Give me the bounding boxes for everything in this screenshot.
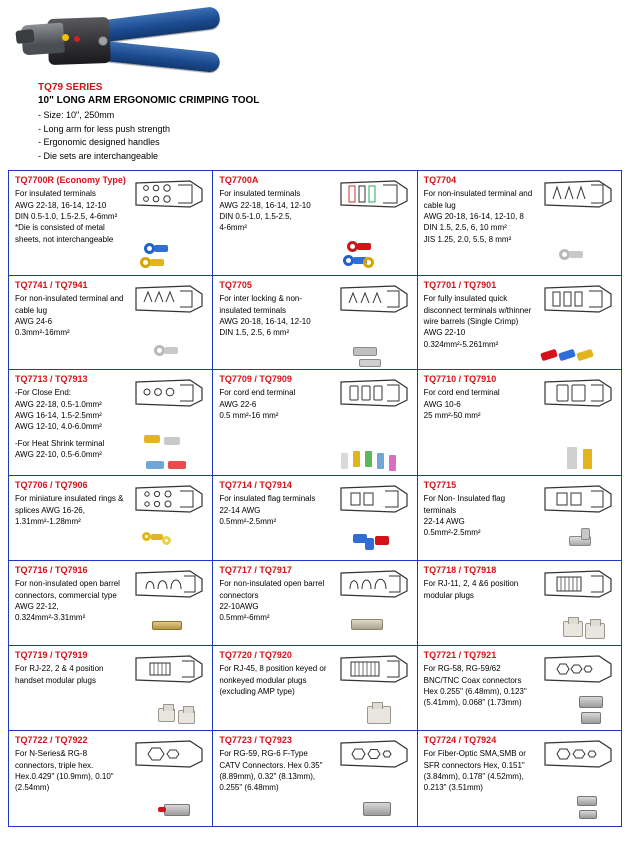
spec-line: *Die is consisted of metal sheets, not interchangeable [15, 223, 114, 244]
die-icon [132, 567, 206, 601]
product-artwork [325, 735, 413, 830]
product-code: TQ7713 / TQ7913 [15, 374, 88, 384]
product-description [15, 293, 125, 338]
product-artwork [120, 565, 208, 649]
spec-line: 0.3mm²-16mm² [15, 328, 70, 338]
spec-line: DIN 1.5, 2.5, 6, 10 mm² [423, 223, 507, 233]
product-code: TQ7704 [423, 175, 457, 185]
spec-line: AWG 22-10 [423, 328, 466, 338]
product-cell-tq7709[interactable] [213, 370, 417, 476]
spec-line: For cord end terminal [423, 388, 500, 398]
product-artwork [325, 374, 413, 479]
product-description [219, 188, 329, 233]
spec-line: AWG 22-18, 16-14, 12-10 [219, 200, 311, 210]
spec-line: For non-insulated open barrel connectors [219, 579, 325, 600]
spec-line: For Non- Insulated flag terminals [423, 494, 506, 515]
product-cell-tq7715[interactable] [418, 476, 622, 561]
product-cell-tq7718[interactable] [418, 561, 622, 646]
product-code: TQ7717 / TQ7917 [219, 565, 292, 575]
spec-line: AWG 22-18, 0.5-1.0mm² [15, 399, 102, 409]
product-artwork [325, 565, 413, 649]
product-artwork [120, 650, 208, 734]
product-code: TQ7719 / TQ7919 [15, 650, 88, 660]
die-icon [132, 652, 206, 686]
die-icon [541, 177, 615, 211]
spec-line: For inter locking & non-insulated terminals [219, 294, 303, 315]
die-icon [132, 376, 206, 410]
product-artwork [120, 735, 208, 830]
product-code: TQ7724 / TQ7924 [423, 735, 497, 745]
product-row [9, 646, 622, 731]
spec-line: AWG 20-18, 16-14, 12-10 [219, 316, 311, 326]
spec-line: For miniature insulated rings & splices AWG 16-26, [15, 494, 124, 515]
spec-line: For fully insulated quick disconnect terminals w/thinner wire barrels (Single Crimp) [423, 294, 532, 326]
product-cell-tq7720[interactable] [213, 646, 417, 731]
spec-line: 0.5mm²-6mm² [219, 613, 270, 623]
spec-line: 0.5 mm²-16 mm² [219, 410, 279, 420]
product-row [9, 171, 622, 276]
terminal-sample [533, 321, 613, 367]
product-description [219, 748, 329, 793]
product-artwork [529, 650, 617, 734]
spec-line: For N-Series& RG-8 connectors, triple hex. [15, 749, 94, 770]
product-description [15, 663, 125, 686]
terminal-sample [124, 227, 204, 273]
die-icon [541, 652, 615, 686]
product-cell-tq7722[interactable] [9, 731, 213, 827]
product-description [424, 188, 534, 245]
die-icon [337, 177, 411, 211]
product-artwork [529, 374, 617, 479]
spec-line: For RG-58, RG-59/62 BNC/TNC Coax connectors [423, 664, 522, 685]
product-code: TQ7718 / TQ7918 [423, 565, 497, 575]
terminal-sample [124, 512, 204, 558]
die-icon [337, 737, 411, 771]
spec-line: AWG 20-18, 16-14, 12-10, 8 [423, 211, 524, 221]
product-code: TQ7721 / TQ7921 [423, 650, 497, 660]
product-description [15, 387, 125, 460]
product-description [219, 293, 329, 338]
product-artwork [120, 374, 208, 479]
product-description [15, 578, 125, 623]
product-cell-tq7710[interactable] [418, 370, 622, 476]
die-icon [337, 482, 411, 516]
spec-line: 0.5mm²-2.5mm² [219, 516, 277, 526]
product-artwork [325, 280, 413, 373]
spec-line: AWG 22-10, 0.5-6.0mm² [15, 450, 102, 460]
terminal-sample [329, 512, 409, 558]
die-icon [541, 567, 615, 601]
product-cell-tq7717[interactable] [213, 561, 417, 646]
spec-line: 22-14 AWG [423, 516, 465, 526]
product-cell-tq7705[interactable] [213, 276, 417, 370]
product-cell-tq7701[interactable] [418, 276, 622, 370]
page-header [8, 6, 622, 163]
spec-line: Hex 0.255" (6.48mm), 0.123" (5.41mm), 0.068" (1.73mm) [423, 686, 527, 708]
product-code: TQ7705 [219, 280, 252, 290]
spec-line: AWG 24-6 [15, 316, 53, 326]
spec-line: For non-insulated terminal and cable lug [15, 294, 124, 315]
product-description [424, 293, 534, 350]
die-icon [541, 737, 615, 771]
product-artwork [120, 480, 208, 564]
terminal-sample [124, 427, 204, 473]
spec-line: For non-insulated open barrel connectors, commercial type [15, 579, 120, 600]
spec-line: -For Heat Shrink terminal [15, 438, 105, 448]
die-icon [541, 376, 615, 410]
terminal-sample [329, 321, 409, 367]
feature-list [38, 109, 170, 163]
terminal-sample [533, 682, 613, 728]
terminal-sample [329, 597, 409, 643]
product-description [424, 663, 534, 708]
product-description [219, 387, 329, 421]
terminal-sample [329, 682, 409, 728]
spec-line: DIN 0.5-1.0, 1.5-2.5, 4-6mm² [15, 211, 118, 221]
product-cell-tq7719[interactable] [9, 646, 213, 731]
terminal-sample [124, 597, 204, 643]
spec-line: For RJ-22, 2 & 4 position handset modular plugs [15, 664, 104, 685]
spec-line: For RG-59, RG-6 F-Type CATV Connectors. Hex 0.35" (8.89mm), 0.32" (8.13mm), 0.255" (6.48mm) [219, 749, 323, 793]
product-artwork [325, 175, 413, 279]
product-cell-tq7704[interactable] [418, 171, 622, 276]
product-code: TQ7714 / TQ7914 [219, 480, 292, 490]
product-row [9, 276, 622, 370]
spec-line: AWG 22-6 [219, 399, 257, 409]
spec-line: AWG 22-12, [15, 601, 59, 611]
product-description [15, 748, 125, 793]
product-artwork [325, 650, 413, 734]
product-artwork [120, 175, 208, 279]
spec-line: For insulated terminals [15, 189, 96, 199]
spec-line: -For Close End: [15, 388, 72, 398]
product-artwork [325, 480, 413, 564]
spec-line: For insulated terminals [219, 189, 301, 199]
product-description [424, 578, 534, 601]
terminal-sample [533, 512, 613, 558]
product-code: TQ7701 / TQ7901 [423, 280, 497, 290]
spec-line: AWG 22-18, 16-14, 12-10 [15, 200, 107, 210]
product-description [424, 748, 534, 793]
spec-line: JIS 1.25, 2.0, 5.5, 8 mm² [423, 234, 512, 244]
spec-line: 22-10AWG [219, 601, 259, 611]
die-icon [337, 282, 411, 316]
die-icon [132, 482, 206, 516]
product-cell-tq7700a[interactable] [213, 171, 417, 276]
spec-line: 0.324mm²-3.31mm² [15, 613, 86, 623]
product-code: TQ7715 [423, 480, 457, 490]
feature-item: - Long arm for less push strength [38, 123, 171, 134]
spec-line: For Fiber-Optic SMA,SMB or SFR connectors Hex, 0.151" (3.84mm), 0.178" (4.52mm), 0.213" (3.51mm) [423, 749, 526, 793]
spec-line: For non-insulated terminal and cable lug [423, 189, 533, 210]
spec-line: AWG 10-6 [423, 399, 461, 409]
product-description [424, 387, 534, 421]
terminal-sample [329, 227, 409, 273]
spec-line: For cord end terminal [219, 388, 296, 398]
spec-line: 22-14 AWG [219, 505, 261, 515]
product-cell-tq7724[interactable] [418, 731, 622, 827]
spec-line: For insulated flag terminals [219, 494, 316, 504]
spec-line: DIN 1.5, 2.5, 6 mm² [219, 328, 290, 338]
product-description [424, 493, 534, 538]
spec-line: 4-6mm² [219, 223, 247, 233]
product-artwork [529, 175, 617, 279]
product-row [9, 476, 622, 561]
die-icon [132, 177, 206, 211]
product-description [15, 188, 125, 245]
product-code: TQ7723 / TQ7923 [219, 735, 292, 745]
product-code: TQ7722 / TQ7922 [15, 735, 88, 745]
spec-line: Hex.0.429" (10.9mm), 0.10" (2.54mm) [15, 771, 114, 793]
terminal-sample [124, 778, 204, 824]
die-icon [132, 282, 206, 316]
terminal-sample [533, 778, 613, 824]
terminal-sample [533, 597, 613, 643]
product-row [9, 731, 622, 827]
product-code: TQ7706 / TQ7906 [15, 480, 88, 490]
spec-line: 1.31mm²-1.28mm² [15, 516, 81, 526]
spec-line: 25 mm²-50 mm² [423, 410, 481, 420]
page-title: 10" LONG ARM ERGONOMIC CRIMPING TOOL [38, 95, 260, 106]
terminal-sample [533, 227, 613, 273]
product-code: TQ7700R (Economy Type) [15, 175, 126, 185]
die-icon [337, 652, 411, 686]
spec-line: 0.324mm²-5.261mm² [423, 339, 499, 349]
spec-line: AWG 12-10, 4.0-6.0mm² [15, 422, 102, 432]
product-code: TQ7716 / TQ7916 [15, 565, 88, 575]
product-code: TQ7741 / TQ7941 [15, 280, 88, 290]
terminal-sample [329, 778, 409, 824]
product-cell-tq7700r[interactable] [9, 171, 213, 276]
die-icon [541, 482, 615, 516]
series-code: TQ79 SERIES [38, 82, 103, 93]
die-icon [132, 737, 206, 771]
product-code: TQ7720 / TQ7920 [219, 650, 292, 660]
die-icon [337, 376, 411, 410]
feature-item: - Ergonomic designed handles [38, 137, 160, 147]
feature-item: - Size: 10", 250mm [38, 110, 115, 120]
spec-line: DIN 0.5-1.0, 1.5-2.5, [219, 211, 292, 221]
product-artwork [529, 280, 617, 373]
product-cell-tq7713[interactable] [9, 370, 213, 476]
spec-line: AWG 16-14, 1.5-2.5mm² [15, 410, 102, 420]
product-grid [8, 170, 622, 827]
product-cell-tq7716[interactable] [9, 561, 213, 646]
terminal-sample [124, 682, 204, 728]
product-artwork [120, 280, 208, 373]
product-artwork [529, 735, 617, 830]
product-description [219, 493, 329, 527]
spec-line: For RJ-11, 2, 4 &6 position modular plugs [423, 579, 519, 600]
crimping-tool-photo [14, 6, 224, 78]
product-description [219, 578, 329, 623]
product-cell-tq7706[interactable] [9, 476, 213, 561]
terminal-sample [329, 427, 409, 473]
terminal-sample [124, 321, 204, 367]
spec-line: For RJ-45, 8 position keyed or nonkeyed modular plugs (excluding AMP type) [219, 664, 327, 696]
product-description [219, 663, 329, 697]
product-cell-tq7723[interactable] [213, 731, 417, 827]
product-row [9, 561, 622, 646]
die-icon [337, 567, 411, 601]
product-code: TQ7710 / TQ7910 [423, 374, 497, 384]
feature-item: - Die sets are interchangeable [38, 150, 159, 161]
product-cell-tq7721[interactable] [418, 646, 622, 731]
product-cell-tq7741[interactable] [9, 276, 213, 370]
product-code: TQ7709 / TQ7909 [219, 374, 292, 384]
product-artwork [529, 565, 617, 649]
terminal-sample [533, 427, 613, 473]
die-icon [541, 282, 615, 316]
product-row [9, 370, 622, 476]
spec-line: 0.5mm²-2.5mm² [423, 528, 481, 538]
product-artwork [529, 480, 617, 564]
product-description [15, 493, 125, 527]
product-cell-tq7714[interactable] [213, 476, 417, 561]
product-code: TQ7700A [219, 175, 259, 185]
